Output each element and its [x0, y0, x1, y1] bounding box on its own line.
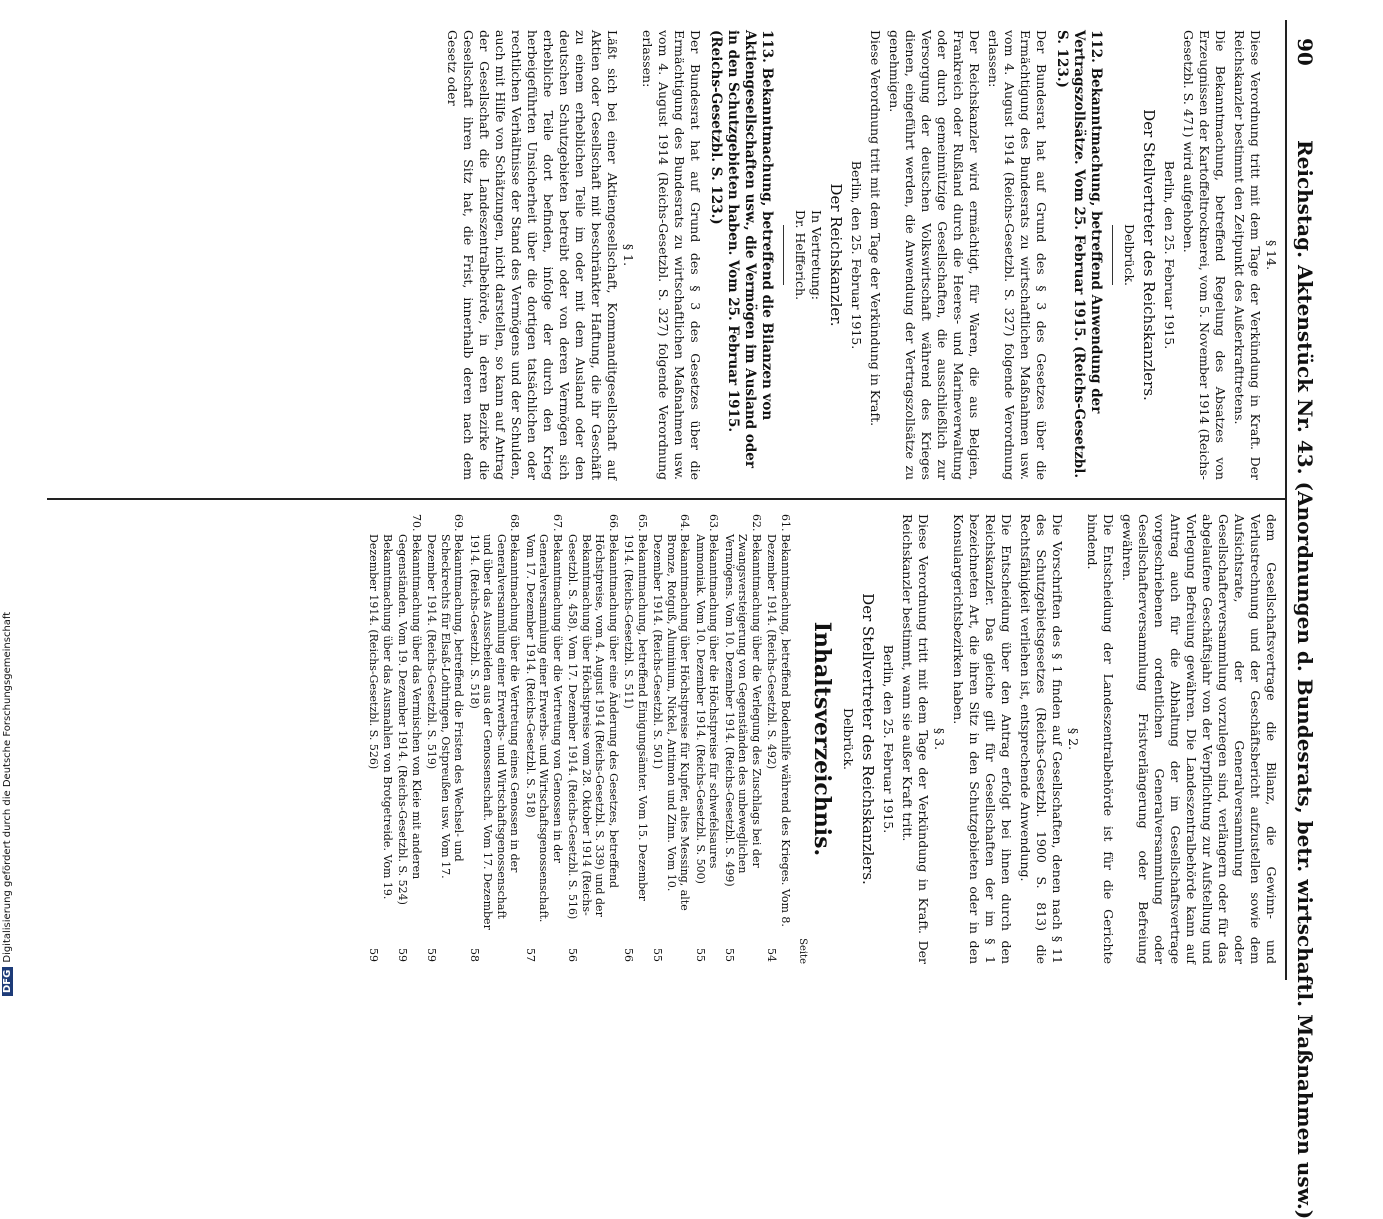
page-title: Reichstag. Aktenstück Nr. 43. (Anordnungen d. Bundesrats, betr. wirtschaftl. Maßnahmen usw.) [1293, 140, 1317, 1219]
toc-entry [524, 514, 565, 964]
page-number: 90 [1293, 38, 1317, 66]
toc-entry-page: 59 [425, 948, 439, 962]
section-2-text: Die Vorschriften des § 1 finden auf Gesellschaften, denen nach § 11 des Schutzgebietsgesetzes (Reichs-Gesetzbl. 1900 S. 813) die Rechtsfähigkeit verliehen ist, entsprechende Anwendung. [1018, 514, 1065, 964]
toc-title: Inhaltsverzeichnis. [809, 621, 835, 857]
toc-entry-page: 55 [694, 948, 707, 962]
toc-entry-number: 68. [508, 514, 522, 532]
toc-seite-label: Seite [797, 938, 808, 964]
toc-entry [723, 514, 764, 964]
toc-entry-page: 56 [566, 948, 580, 962]
toc-entry [396, 514, 423, 964]
toc-entry [425, 514, 466, 964]
section-3-heading: § 3. [932, 727, 947, 751]
announcement-113-text-1: Der Bundesrat hat auf Grund des § 3 des Gesetzes über die Ermächtigung des Bundesrats zu wirtschaftlichen Maßnahmen usw. vom 4. August 1914 (Reichs-Gesetzbl. S. 327) folgende Verordnung erlassen: [640, 30, 703, 480]
toc-entry [468, 514, 522, 964]
toc-entry-number: 67. [551, 514, 564, 532]
toc-entry [694, 514, 721, 964]
announcement-113-title: 113. Bekanntmachung, betreffend die Bilanzen von Aktiengesellschaften usw., die Vermögen im Ausland oder in den Schutzgebieten haben. Vom 25. Februar 1915. (Reichs-Gesetzbl. S. 123.) [708, 30, 775, 468]
toc-entry-text: Bekanntmachung, betreffend Bodenhilfe während des Krieges. Vom 8. Dezember 1914. (Reichs-Gesetzbl. S. 492) [765, 534, 792, 927]
toc-entry-text: Bekanntmachung, betreffend die Fristen des Wechsel- und Scheckrechts für Elsaß-Lothringen, Ostpreußen usw. Vom 17. Dezember 1914. (Reichs-Gesetzbl. S. 519) [425, 534, 466, 879]
section-14-text-2: Die Bekanntmachung, betreffend Regelung des Absatzes von Erzeugnissen der Kartoffeltrocknerei, vom 5. November 1914 (Reichs-Gesetzbl. S. 471) wird aufgehoben. [1181, 30, 1228, 480]
toc-entry [367, 514, 394, 964]
vertretung: In Vertretung: [809, 210, 824, 300]
announcement-112-title: 112. Bekanntmachung, betreffend Anwendung der Vertragszollsätze. Vom 25. Februar 1915. (Reichs-Gesetzbl. S. 123.) [1054, 30, 1104, 479]
signer-3: Delbrück. [841, 708, 856, 770]
toc-list [367, 514, 792, 964]
toc-entry-page: 55 [651, 948, 665, 962]
signature-2: Der Reichskanzler. [827, 183, 845, 327]
announcement-112-text-1: Der Bundesrat hat auf Grund des § 3 des Gesetzes über die Ermächtigung des Bundesrats zu wirtschaftlichen Maßnahmen usw. vom 4. August 1914 (Reichs-Gesetzbl. S. 327) folgende Verordnung erlassen: [986, 30, 1049, 480]
place-date-1: Berlin, den 25. Februar 1915. [1162, 160, 1177, 350]
place-date-2: Berlin, den 25. Februar 1915. [849, 160, 864, 350]
credit-text: Digitalisierung gefördert durch die Deutsche Forschungsgemeinschaft [2, 611, 13, 963]
column-divider [47, 498, 1287, 500]
toc-entry-text: Bekanntmachung über Höchstpreise für Kupfer, altes Messing, alte Bronze, Rotguß, Aluminium, Nickel, Antimon und Zinn. Vom 10. Dezember 1914. (Reichs-Gesetzbl. S. 501) [651, 534, 692, 911]
toc-entry-page: 55 [723, 948, 736, 962]
separator [783, 225, 784, 285]
toc-entry-text: Bekanntmachung über die Vertretung von Genossen in der Generalversammlung einer Erwerbs- und Wirtschaftsgenossenschaft. Vom 17. Dezember 1914. (Reichs-Gesetzbl. S. 518) [524, 534, 564, 923]
signature-3: Der Stellvertreter des Reichskanzlers. [859, 593, 877, 885]
signer-1: Delbrück. [1122, 224, 1137, 286]
section-2-text-2: Die Entscheidung über den Antrag erfolgt bei ihnen durch den Reichskanzler. Das gleiche gilt für Gesellschaften der im § 1 bezeichneten Art, die ihren Sitz in den Schutzgebieten oder in den Konsulargerichtsbezirken haben. [951, 514, 1014, 964]
toc-entry [566, 514, 620, 964]
dfg-logo: DFG [2, 967, 13, 996]
continued-text-2: Die Entscheidung der Landeszentralbehörde ist für die Gerichte bindend. [1085, 514, 1116, 964]
toc-entry-number: 69. [452, 514, 466, 532]
section-1-text: Läßt sich bei einer Aktiengesellschaft, Kommanditgesellschaft auf Aktien oder Gesellschaft mit beschränkter Haftung, die ihr Geschäft zu einem erheblichen Teile im oder mit dem Ausland oder den deutschen Schutzgebieten betreibt oder von deren Vermögen sich erhebliche Teile dort befinden, infolge der durch den Krieg herbeigeführten Unsicherheit über die dortigen tatsächlichen oder rechtlichen Verhältnisse der Stand des Vermögens und der Schulden, auch mit Hilfe von Schätzungen, nicht darstellen, so kann auf Antrag der Gesellschaft die Landeszentralbehörde, in deren Bezirke die Gesellschaft ihren Sitz hat, die Frist, innerhalb deren nach dem Gesetz oder [445, 30, 620, 480]
toc-entry-page: 59 [396, 948, 410, 962]
toc-entry-number: 65. [636, 514, 649, 532]
announcement-112-text-3: Diese Verordnung tritt mit dem Tage der Verkündung in Kraft. [868, 30, 883, 427]
toc-entry [622, 514, 649, 964]
toc-entry-number: 64. [678, 514, 692, 532]
page-header [1283, 20, 1323, 1219]
toc-entry [651, 514, 692, 964]
header-rule [1285, 20, 1287, 980]
right-column [365, 514, 1279, 964]
toc-entry-number: 62. [750, 514, 763, 532]
toc-entry-page: 57 [524, 948, 537, 962]
continued-text: dem Gesellschaftsvertrage die Bilanz, die Gewinn- und Verlustrechnung und der Geschäftsbericht aufzustellen sowie dem Aufsichtsrate, der Generalversammlung oder Gesellschafterversammlung vorzulegen sind, verlängern oder für das abgelaufene Geschäftsjahr von der Verpflichtung zur Aufstellung und Vorlegung Befreiung gewähren. Die Landeszentralbehörde kann auf Antrag auch für die Abhaltung der im Gesellschaftsvertrage vorgeschriebenen ordentlichen Generalversammlung oder Gesellschafterversammlung Fristverlängerung oder Befreiung gewähren. [1120, 514, 1279, 964]
toc-entry-page: 54 [765, 948, 779, 962]
toc-entry-text: Bekanntmachung über das Ausmahlen von Brotgetreide. Vom 19. Dezember 1914. (Reichs-Gesetzbl. S. 526) [367, 534, 394, 900]
section-3-text: Diese Verordnung tritt mit dem Tage der Verkündung in Kraft. Der Reichskanzler bestimmt, wann sie außer Kraft tritt. [900, 514, 931, 964]
toc-entry-text: Bekanntmachung über die Vertretung eines Genossen in der Generalversammlung einer Erwerbs- und Wirtschaftsgenossenschaft und über das Ausscheiden aus der Genossenschaft. Vom 17. Dezember 1914. (Reichs-Gesetzbl. S. 518) [468, 534, 522, 930]
signature-1: Der Stellvertreter des Reichskanzlers. [1140, 109, 1158, 401]
section-1-heading: § 1. [621, 243, 636, 267]
section-14-text: Diese Verordnung tritt mit dem Tage der Verkündung in Kraft. Der Reichskanzler bestimmt den Zeitpunkt des Außerkrafttretens. [1232, 30, 1263, 480]
toc-entry-text: Bekanntmachung über die Höchstpreise für schwefelsaures Ammoniak. Vom 10. Dezember 1914. (Reichs-Gesetzbl. S. 500) [694, 534, 721, 884]
toc-entry-page: 59 [367, 948, 381, 962]
toc-entry-text: Bekanntmachung, betreffend Einigungsämter. Vom 15. Dezember 1914. (Reichs-Gesetzbl. S. 511) [622, 534, 649, 901]
toc-entry-number: 66. [607, 514, 620, 532]
toc-entry-number: 63. [707, 514, 721, 532]
toc-entry-number: 61. [779, 514, 792, 532]
announcement-112-text-2: Der Reichskanzler wird ermächtigt, für Waren, die aus Belgien, Frankreich oder Rußland durch die Heeres- und Marineverwaltung oder durch gemeinnützige Gesellschaften, die ausschließlich zur Versorgung der deutschen Volkswirtschaft während des Krieges dienen, eingeführt werden, die Anwendung der Vertragszollsätze zu genehmigen. [887, 30, 982, 480]
section-14-heading: § 14. [1264, 239, 1279, 271]
left-column [441, 30, 1279, 480]
toc-entry-page: 58 [468, 948, 481, 962]
signer-2: Dr. Helfferich. [793, 209, 808, 301]
toc-entry-number: 70. [410, 514, 423, 532]
toc-entry-page: 56 [622, 948, 636, 962]
toc-entry-text: Bekanntmachung über eine Änderung des Gesetzes, betreffend Höchstpreise, vom 4. August 1914 (Reichs-Gesetzbl. S. 339) und der Bekanntmachung über Höchstpreise vom 28. Oktober 1914 (Reichs-Gesetzbl. S. 458). Vom 17. Dezember 1914. (Reichs-Gesetzbl. S. 516) [566, 534, 620, 920]
section-2-heading: § 2. [1066, 727, 1081, 751]
toc-entry-text: Bekanntmachung über die Verlegung des Zuschlags bei der Zwangsversteigerung von Gegenständen des unbeweglichen Vermögens. Vom 10. Dezember 1914. (Reichs-Gesetzbl. S. 499) [723, 534, 763, 887]
place-date-3: Berlin, den 25. Februar 1915. [881, 644, 896, 834]
toc-entry-text: Bekanntmachung über das Vermischen von Kleie mit anderen Gegenständen. Vom 19. Dezember 1914. (Reichs-Gesetzbl. S. 524) [396, 534, 423, 905]
separator [1112, 225, 1113, 285]
toc-entry [765, 514, 792, 964]
